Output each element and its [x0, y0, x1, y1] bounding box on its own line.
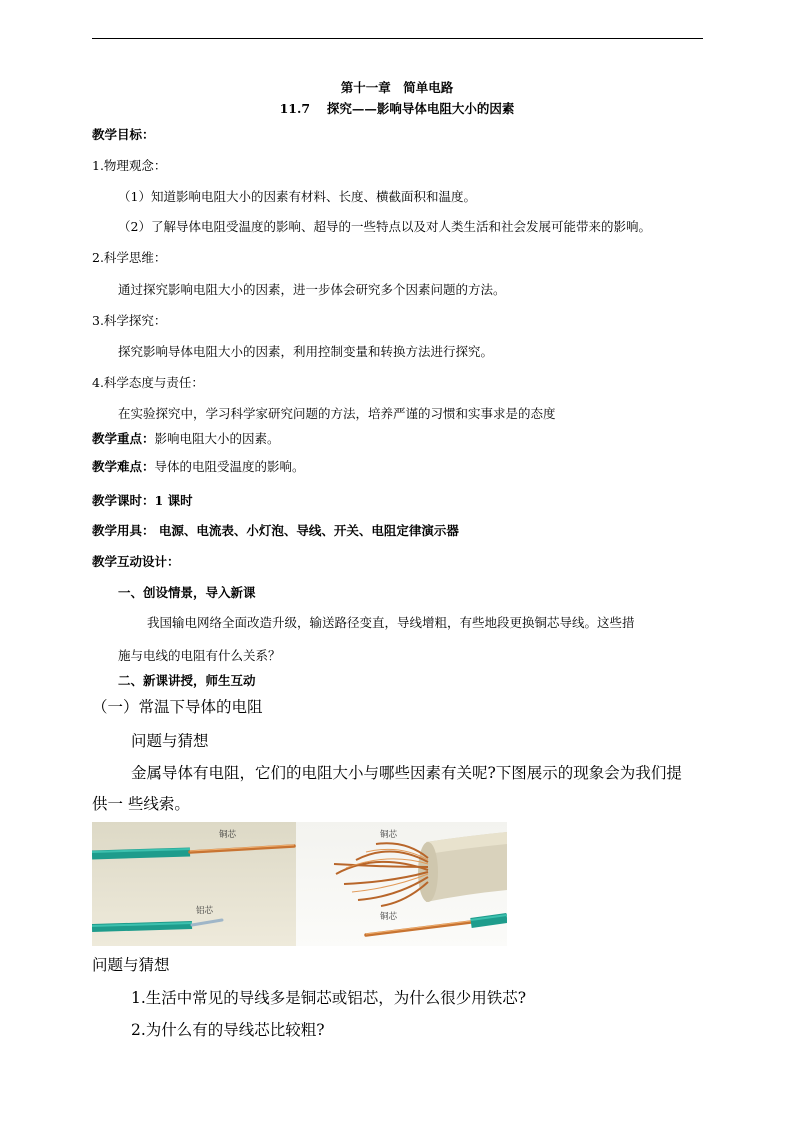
- chapter-title: 第十一章 简单电路: [340, 80, 454, 95]
- question-2: 2.为什么有的导线芯比较粗?: [131, 1021, 325, 1039]
- lesson-hours-label: 教学课时：: [92, 493, 155, 508]
- right-copper-label-bottom: 铜芯: [380, 912, 398, 922]
- objective-1-b: （2）了解导体电阻受温度的影响、超导的一些特点以及对人类生活和社会发展可能带来的影响。: [118, 219, 651, 234]
- wire-photo-left: [92, 822, 296, 946]
- section-title: 11.7 探究——影响导体电阻大小的因素: [279, 101, 515, 116]
- left-aluminum-label: 铝芯: [196, 906, 214, 916]
- question-heading: 问题与猜想: [131, 732, 209, 750]
- lesson-hours-text: 1 课时: [154, 493, 193, 508]
- key-point-text: 影响电阻大小的因素。: [154, 431, 280, 446]
- paragraph-b: 供一 些线索。: [92, 795, 190, 813]
- section-1-title: 一、创设情景，导入新课: [118, 585, 256, 600]
- objective-2-text: 通过探究影响电阻大小的因素，进一步体会研究多个因素问题的方法。: [118, 282, 506, 297]
- objective-1-title: 1.物理观念：: [92, 158, 167, 173]
- key-point: [92, 431, 280, 447]
- objective-2-title: 2.科学思维：: [92, 250, 167, 265]
- question-1: 1.生活中常见的导线多是铜芯或铝芯，为什么很少用铁芯?: [131, 989, 527, 1007]
- design-heading: 教学互动设计：: [92, 554, 180, 569]
- difficulty: [92, 459, 305, 475]
- objectives-heading: 教学目标：: [92, 127, 155, 142]
- objective-3-title: 3.科学探究：: [92, 313, 167, 328]
- lesson-hours: [92, 493, 193, 509]
- wire-illustration-right: [296, 822, 507, 946]
- wire-photo-right: [296, 822, 507, 946]
- left-copper-label: 铜芯: [219, 830, 237, 840]
- objective-1-a: （1）知道影响电阻大小的因素有材料、长度、横截面积和温度。: [118, 189, 476, 204]
- section-2-title: 二、新课讲授，师生互动: [118, 673, 256, 688]
- objective-4-text: 在实验探究中，学习科学家研究问题的方法，培养严谨的习惯和实事求是的态度: [118, 406, 556, 421]
- paragraph-a: 金属导体有电阻，它们的电阻大小与哪些因素有关呢?下图展示的现象会为我们提: [131, 764, 682, 782]
- header-rule: [92, 38, 703, 39]
- difficulty-text: 导体的电阻受温度的影响。: [154, 459, 305, 474]
- section-1-text-a: 我国输电网络全面改造升级，输送路径变直，导线增粗，有些地段更换铜芯导线。这些措: [147, 615, 635, 630]
- wire-illustration-left: [92, 822, 296, 946]
- objective-3-text: 探究影响导体电阻大小的因素，利用控制变量和转换方法进行探究。: [118, 344, 494, 359]
- tools-text: 电源、电流表、小灯泡、导线、开关、电阻定律演示器: [154, 523, 459, 538]
- right-copper-label-top: 铜芯: [380, 830, 398, 840]
- key-point-label: 教学重点：: [92, 431, 155, 446]
- subsection-1-title: （一）常温下导体的电阻: [92, 698, 263, 716]
- difficulty-label: 教学难点：: [92, 459, 155, 474]
- section-1-text-b: 施与电线的电阻有什么关系？: [118, 648, 281, 663]
- objective-4-title: 4.科学态度与责任：: [92, 375, 204, 390]
- question-heading-2: 问题与猜想: [92, 956, 170, 974]
- teaching-tools: [92, 523, 459, 539]
- tools-label: 教学用具：: [92, 523, 155, 538]
